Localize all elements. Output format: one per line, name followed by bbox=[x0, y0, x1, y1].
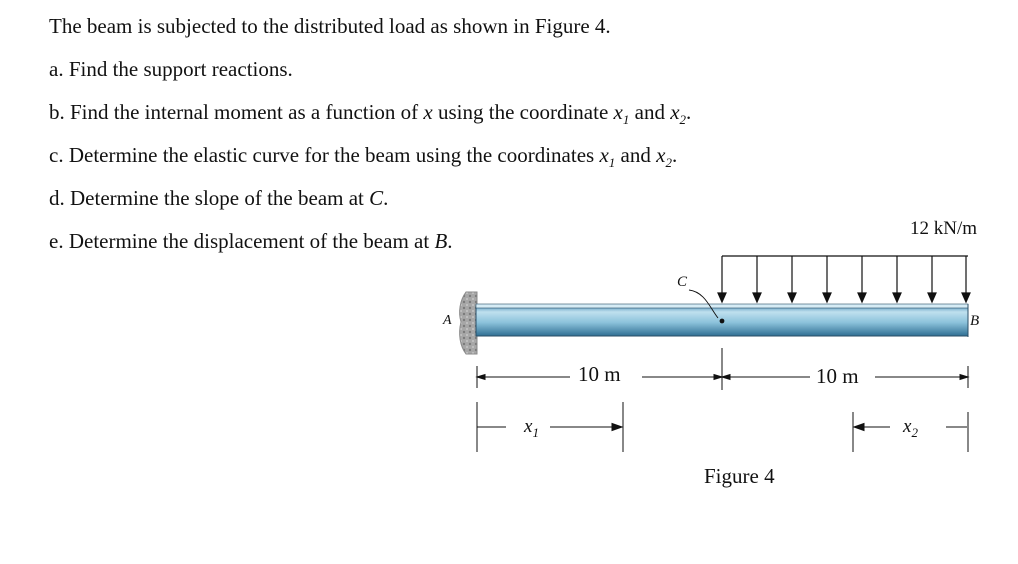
load-arrow bbox=[962, 256, 970, 302]
question-c-text1: Determine the elastic curve for the beam using the coordinates bbox=[68, 143, 600, 167]
span2-label: 10 m bbox=[816, 364, 859, 388]
question-b-x2: x bbox=[670, 100, 680, 124]
question-e-point: B bbox=[434, 229, 448, 253]
figure-caption: Figure 4 bbox=[704, 464, 775, 488]
question-b-text1: Find the internal moment as a function of bbox=[70, 100, 424, 124]
point-a-label: A bbox=[443, 313, 452, 328]
question-a-text: Find the support reactions. bbox=[68, 57, 293, 81]
question-c-and: and bbox=[615, 143, 657, 167]
x1-sub: 1 bbox=[532, 424, 539, 440]
question-d-text1: Determine the slope of the beam at bbox=[70, 186, 370, 210]
load-arrow bbox=[753, 256, 761, 302]
question-b-sub1: 1 bbox=[622, 112, 630, 128]
point-b-label: B bbox=[970, 313, 980, 329]
question-b-label: b. bbox=[49, 100, 65, 124]
question-b-end: . bbox=[686, 100, 692, 124]
x2-var: x bbox=[903, 416, 912, 437]
question-c-sub1: 1 bbox=[608, 155, 616, 171]
question-c-end: . bbox=[671, 143, 678, 167]
beam-top-flange bbox=[476, 304, 968, 308]
question-b-text2: using the coordinate bbox=[432, 100, 614, 124]
load-arrow bbox=[893, 256, 901, 302]
x2-sub: 2 bbox=[911, 424, 918, 440]
x1-var: x bbox=[524, 416, 533, 437]
question-c-sub2: 2 bbox=[665, 155, 672, 171]
question-b-sub2: 2 bbox=[679, 112, 687, 128]
question-b-and: and bbox=[629, 100, 671, 124]
question-b-var: x bbox=[423, 100, 433, 124]
x2-label bbox=[903, 416, 918, 441]
load-arrow bbox=[928, 256, 936, 302]
intro-text: The beam is subjected to the distributed load as shown in Figure 4. bbox=[49, 14, 611, 38]
x1-label bbox=[524, 416, 539, 441]
x1-coordinate-arrow bbox=[477, 402, 623, 452]
point-c-label: C bbox=[677, 274, 688, 290]
dimension-line bbox=[477, 348, 968, 390]
load-arrow bbox=[823, 256, 831, 302]
question-d-label: d. bbox=[49, 186, 65, 210]
question-b-x1: x bbox=[613, 100, 623, 124]
question-e-text1: Determine the displacement of the beam at bbox=[68, 229, 435, 253]
question-c-label: c. bbox=[49, 143, 64, 167]
question-a-label: a. bbox=[49, 57, 64, 81]
distributed-load bbox=[718, 256, 970, 302]
question-c-x2: x bbox=[656, 143, 666, 167]
point-c-dot bbox=[720, 319, 725, 324]
load-arrow bbox=[718, 256, 726, 302]
load-label: 12 kN/m bbox=[910, 218, 978, 239]
question-d-end: . bbox=[383, 186, 389, 210]
question-c-x1: x bbox=[599, 143, 609, 167]
load-arrow bbox=[788, 256, 796, 302]
question-e-end: . bbox=[447, 229, 453, 253]
question-d-point: C bbox=[369, 186, 384, 210]
question-e-label: e. bbox=[49, 229, 64, 253]
fixed-wall-support bbox=[460, 292, 477, 354]
load-arrow bbox=[858, 256, 866, 302]
span1-label: 10 m bbox=[578, 362, 621, 386]
